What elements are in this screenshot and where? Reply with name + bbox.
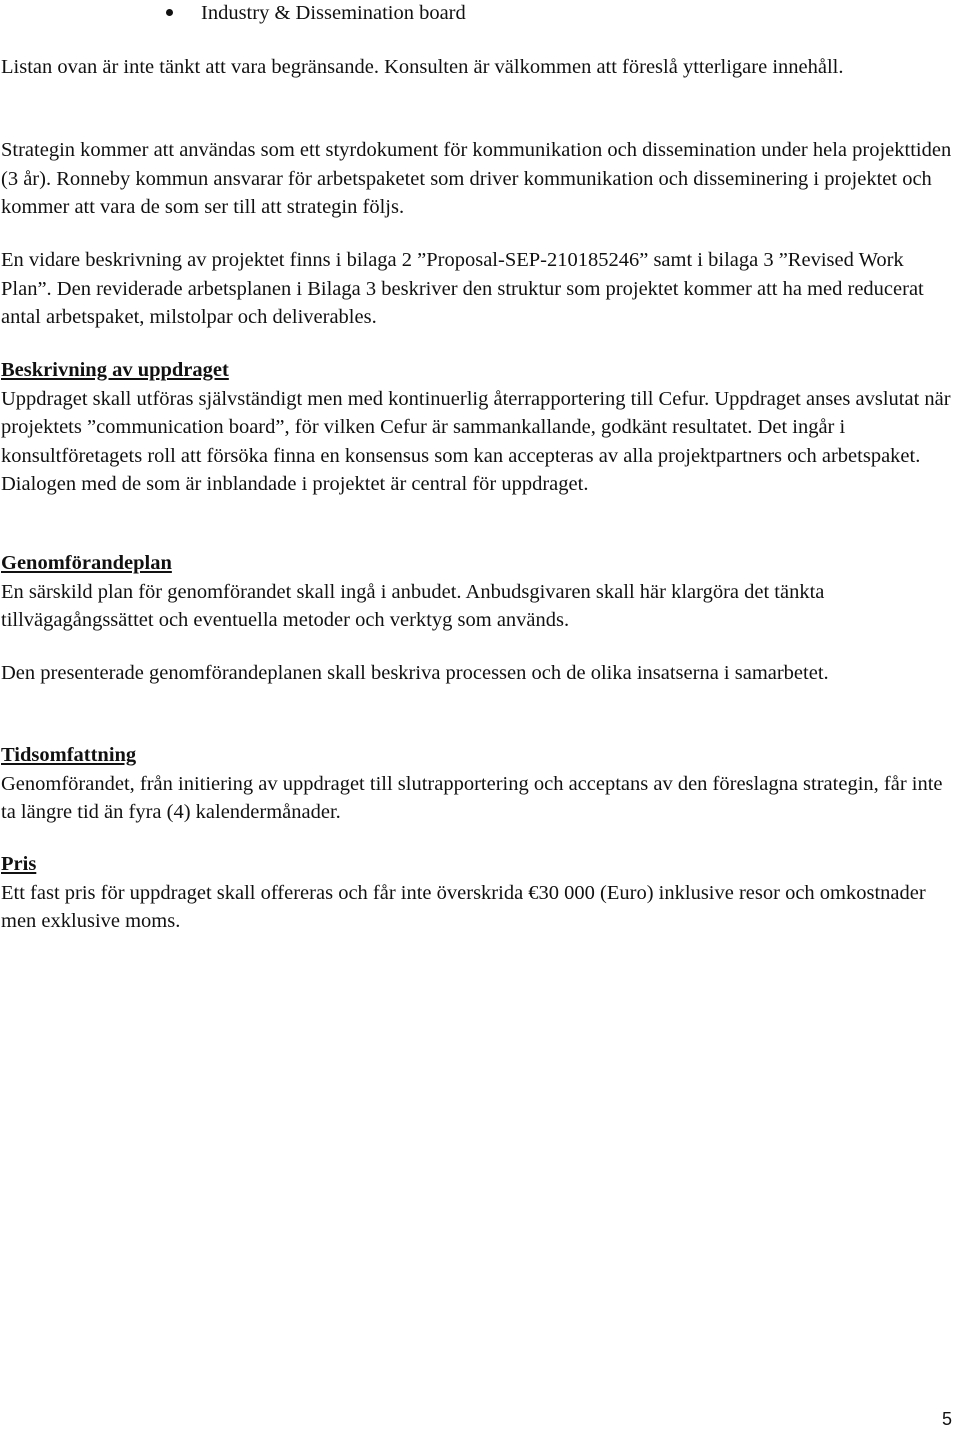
section-heading: Pris (1, 853, 37, 875)
section-pris (1, 850, 957, 936)
section-text: Genomförandet, från initiering av uppdraget till slutrapportering och acceptans av den föreslagna strategin, får inte ta längre tid än fyra (4) kalendermånader. (1, 772, 943, 823)
section-heading: Genomförandeplan (1, 552, 172, 574)
section-text: Ett fast pris för uppdraget skall offereras och får inte överskrida €30 000 (Euro) inklusive resor och omkostnader men exklusive moms. (1, 881, 926, 932)
paragraph-strategy: Strategin kommer att användas som ett styrdokument för kommunikation och dissemination under hela projekttiden (3 år). Ronneby kommun ansvarar för arbetspaketet som driver kommunikation och disseminering i projektet och kommer att vara de som ser till att strategin följs. (1, 139, 952, 218)
section-text: En särskild plan för genomförandet skall ingå i anbudet. Anbudsgivaren skall här klargöra det tänkta tillvägagångssättet och eventuella metoder och verktyg som används. (1, 580, 825, 631)
bullet-text: Industry & Dissemination board (201, 2, 466, 24)
section-text: Uppdraget skall utföras självständigt men med kontinuerlig återrapportering till Cefur. Uppdraget anses avslutat när projektets ”communication board”, för vilken Cefur är sammankallande, godkänt resultatet. Det ingår i konsultföretagets roll att försöka finna en konsensus som kan accepteras av alla projektpartners och arbetspaket. Dialogen med de som är inblandade i projektet är central för uppdraget. (1, 387, 951, 495)
section-uppdraget (1, 356, 957, 499)
section-heading: Tidsomfattning (1, 744, 137, 766)
section-heading: Beskrivning av uppdraget (1, 359, 229, 381)
page-number: 5 (942, 1409, 953, 1429)
section-tidsomfattning (1, 741, 957, 827)
paragraph-intro: Listan ovan är inte tänkt att vara begränsande. Konsulten är välkommen att föreslå ytterligare innehåll. (1, 56, 844, 78)
section-genomforandeplan (1, 549, 957, 635)
paragraph-description: En vidare beskrivning av projektet finns i bilaga 2 ”Proposal-SEP-210185246” samt i bilaga 3 ”Revised Work Plan”. Den reviderade arbetsplanen i Bilaga 3 beskriver den struktur som projektet kommer att ha med reducerat antal arbetspaket, milstolpar och deliverables. (1, 249, 924, 328)
bullet-icon (166, 9, 173, 16)
paragraph-genomforandeplan-2: Den presenterade genomförandeplanen skall beskriva processen och de olika insatserna i samarbetet. (1, 662, 829, 684)
